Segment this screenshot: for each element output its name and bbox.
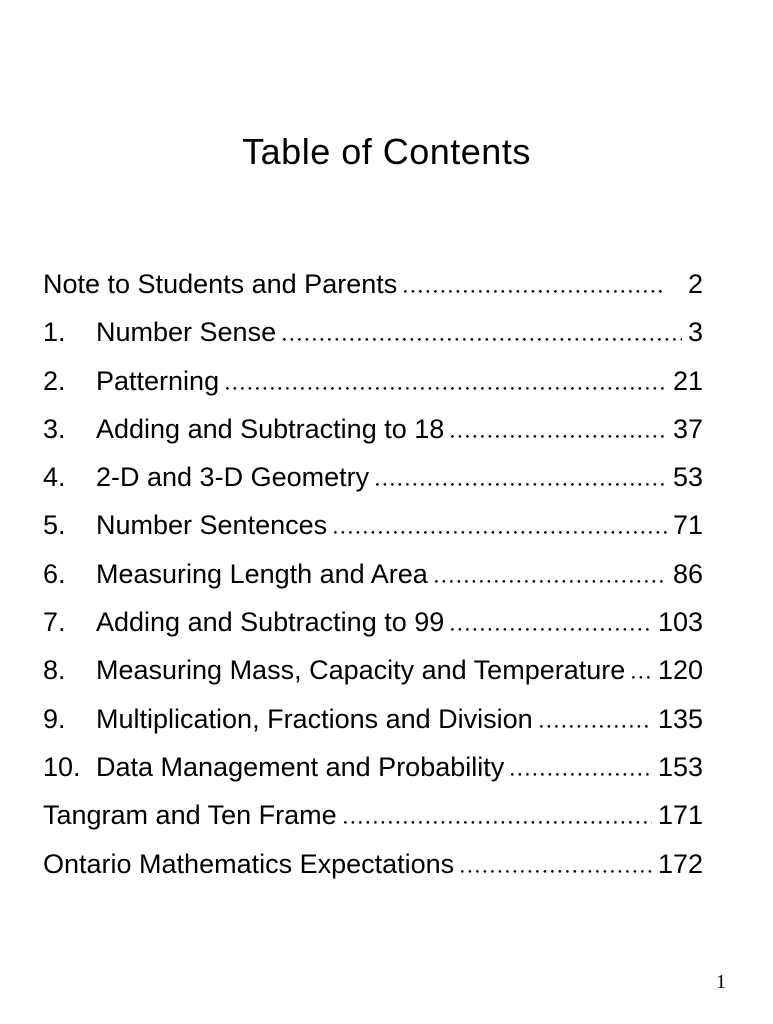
toc-entry-page: 153 xyxy=(657,751,703,782)
toc-entry-number: 3. xyxy=(43,413,66,444)
toc-entry-number: 4. xyxy=(43,462,66,493)
toc-entry-title: Adding and Subtracting to 18 xyxy=(96,413,445,444)
dot-leader xyxy=(376,483,667,486)
dot-leader xyxy=(435,580,667,583)
toc-entry-title: Measuring Mass, Capacity and Temperature xyxy=(96,655,626,686)
toc-entry-number: 7. xyxy=(43,607,66,638)
toc-entry xyxy=(43,260,703,308)
toc-entry xyxy=(43,501,703,549)
dot-leader xyxy=(283,338,682,341)
dot-leader xyxy=(344,821,652,824)
toc-entry xyxy=(43,405,703,453)
toc-entry xyxy=(43,646,703,694)
dot-leader xyxy=(334,531,667,534)
page-title: Table of Contents xyxy=(242,131,531,172)
toc-entry xyxy=(43,550,703,598)
dot-leader xyxy=(540,725,652,728)
dot-leader xyxy=(451,628,652,631)
toc-entry-page: 172 xyxy=(657,848,703,879)
dot-leader xyxy=(451,435,667,438)
toc-entry xyxy=(43,743,703,791)
footer-page-number: 1 xyxy=(716,971,726,993)
toc-entry-title: Patterning xyxy=(96,365,220,396)
toc-entry-title: Multiplication, Fractions and Division xyxy=(96,703,533,734)
toc-entry-title: Data Management and Probability xyxy=(96,751,505,782)
toc-entry-number: 9. xyxy=(43,703,66,734)
toc-entry-number: 1. xyxy=(43,317,66,348)
toc-entry xyxy=(43,791,703,839)
toc-entry-number: 10. xyxy=(43,751,81,782)
toc-entry-page: 135 xyxy=(657,703,703,734)
toc-entry xyxy=(43,695,703,743)
dot-leader xyxy=(404,290,666,293)
toc-entry-page: 21 xyxy=(672,365,703,396)
toc-entry-title: Measuring Length and Area xyxy=(96,558,428,589)
toc-entry xyxy=(43,598,703,646)
toc-entry xyxy=(43,840,703,888)
toc-entry-page: 103 xyxy=(657,607,703,638)
toc-entry-title: Tangram and Ten Frame xyxy=(43,800,337,831)
toc-entry-title: Number Sense xyxy=(96,317,277,348)
dot-leader xyxy=(511,773,652,776)
toc-entry xyxy=(43,357,703,405)
dot-leader xyxy=(632,676,652,679)
toc-entry-title: Note to Students and Parents xyxy=(43,269,398,299)
toc-entry-number: 5. xyxy=(43,510,66,541)
toc-entry-page: 3 xyxy=(687,317,703,348)
toc-entry-title: 2-D and 3-D Geometry xyxy=(96,462,370,493)
dot-leader xyxy=(461,870,652,873)
toc-entry xyxy=(43,308,703,356)
dot-leader xyxy=(226,387,667,390)
toc-entry-title: Adding and Subtracting to 99 xyxy=(96,607,445,638)
toc-entry-page: 86 xyxy=(672,558,703,589)
toc-entry-page: 53 xyxy=(672,462,703,493)
toc-entry-number: 8. xyxy=(43,655,66,686)
toc-entry-page: 71 xyxy=(672,510,703,541)
toc-entry xyxy=(43,453,703,501)
table-of-contents xyxy=(43,260,703,888)
toc-entry-title: Ontario Mathematics Expectations xyxy=(43,848,455,879)
toc-entry-title: Number Sentences xyxy=(96,510,328,541)
toc-entry-page: 2 xyxy=(687,269,703,299)
toc-entry-page: 37 xyxy=(672,413,703,444)
toc-entry-number: 2. xyxy=(43,365,66,396)
toc-entry-number: 6. xyxy=(43,558,66,589)
toc-entry-page: 120 xyxy=(657,655,703,686)
toc-entry-page: 171 xyxy=(657,800,703,831)
